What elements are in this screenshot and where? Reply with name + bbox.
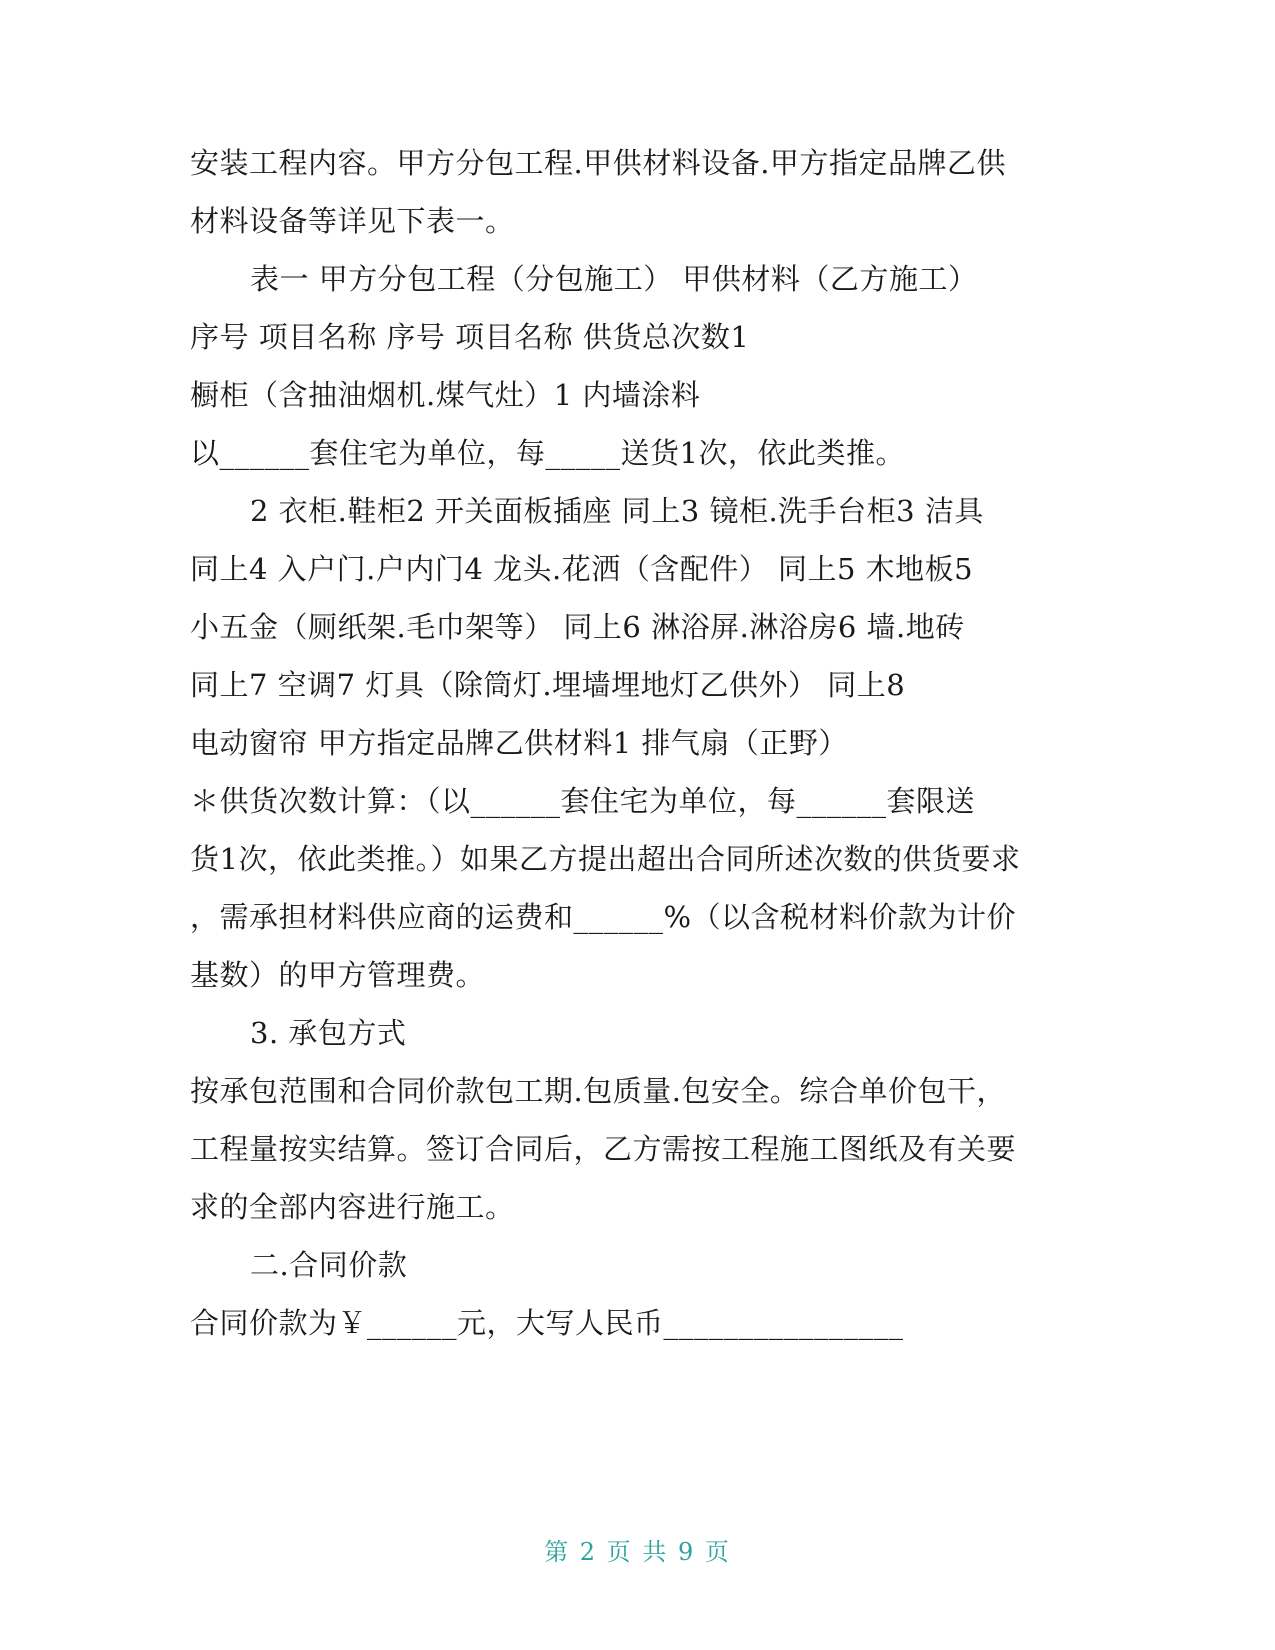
paragraph-line: 基数）的甲方管理费。 [190,958,486,992]
section-heading: 3. 承包方式 [250,1016,407,1050]
table-row-line: 以______套住宅为单位，每_____送货1次，依此类推。 [190,436,905,470]
table-row-line: 小五金（厕纸架.毛巾架等） 同上6 淋浴屏.淋浴房6 墙.地砖 [190,610,965,644]
paragraph-line: 求的全部内容进行施工。 [190,1190,515,1224]
table-row-line: 同上7 空调7 灯具（除筒灯.埋墙埋地灯乙供外） 同上8 [190,668,906,702]
table-row-line: 电动窗帘 甲方指定品牌乙供材料1 排气扇（正野） [190,726,848,760]
table-row-line: 橱柜（含抽油烟机.煤气灶）1 内墙涂料 [190,378,701,412]
paragraph-line: 安装工程内容。甲方分包工程.甲供材料设备.甲方指定品牌乙供 [190,146,1006,180]
paragraph-line: 按承包范围和合同价款包工期.包质量.包安全。综合单价包干， [190,1074,1006,1108]
table-row-line: 2 衣柜.鞋柜2 开关面板插座 同上3 镜柜.洗手台柜3 洁具 [250,494,984,528]
paragraph-line: 材料设备等详见下表一。 [190,204,515,238]
paragraph-line: 货1次，依此类推。）如果乙方提出超出合同所述次数的供货要求 [190,842,1021,876]
table-row-line: 同上4 入户门.户内门4 龙头.花洒（含配件） 同上5 木地板5 [190,552,974,586]
paragraph-line: 工程量按实结算。签订合同后，乙方需按工程施工图纸及有关要 [190,1132,1017,1166]
paragraph-line: 合同价款为￥______元，大写人民币________________ [190,1306,904,1340]
paragraph-line: ，需承担材料供应商的运费和______%（以含税材料价款为计价 [190,900,1017,934]
paragraph-line: ＊供货次数计算：（以______套住宅为单位，每______套限送 [190,784,976,818]
table-header-line: 序号 项目名称 序号 项目名称 供货总次数1 [190,320,750,354]
table-title-line: 表一 甲方分包工程（分包施工） 甲供材料（乙方施工） [250,262,978,296]
section-heading: 二.合同价款 [250,1248,408,1282]
page-footer: 第 2 页 共 9 页 [544,1538,731,1566]
